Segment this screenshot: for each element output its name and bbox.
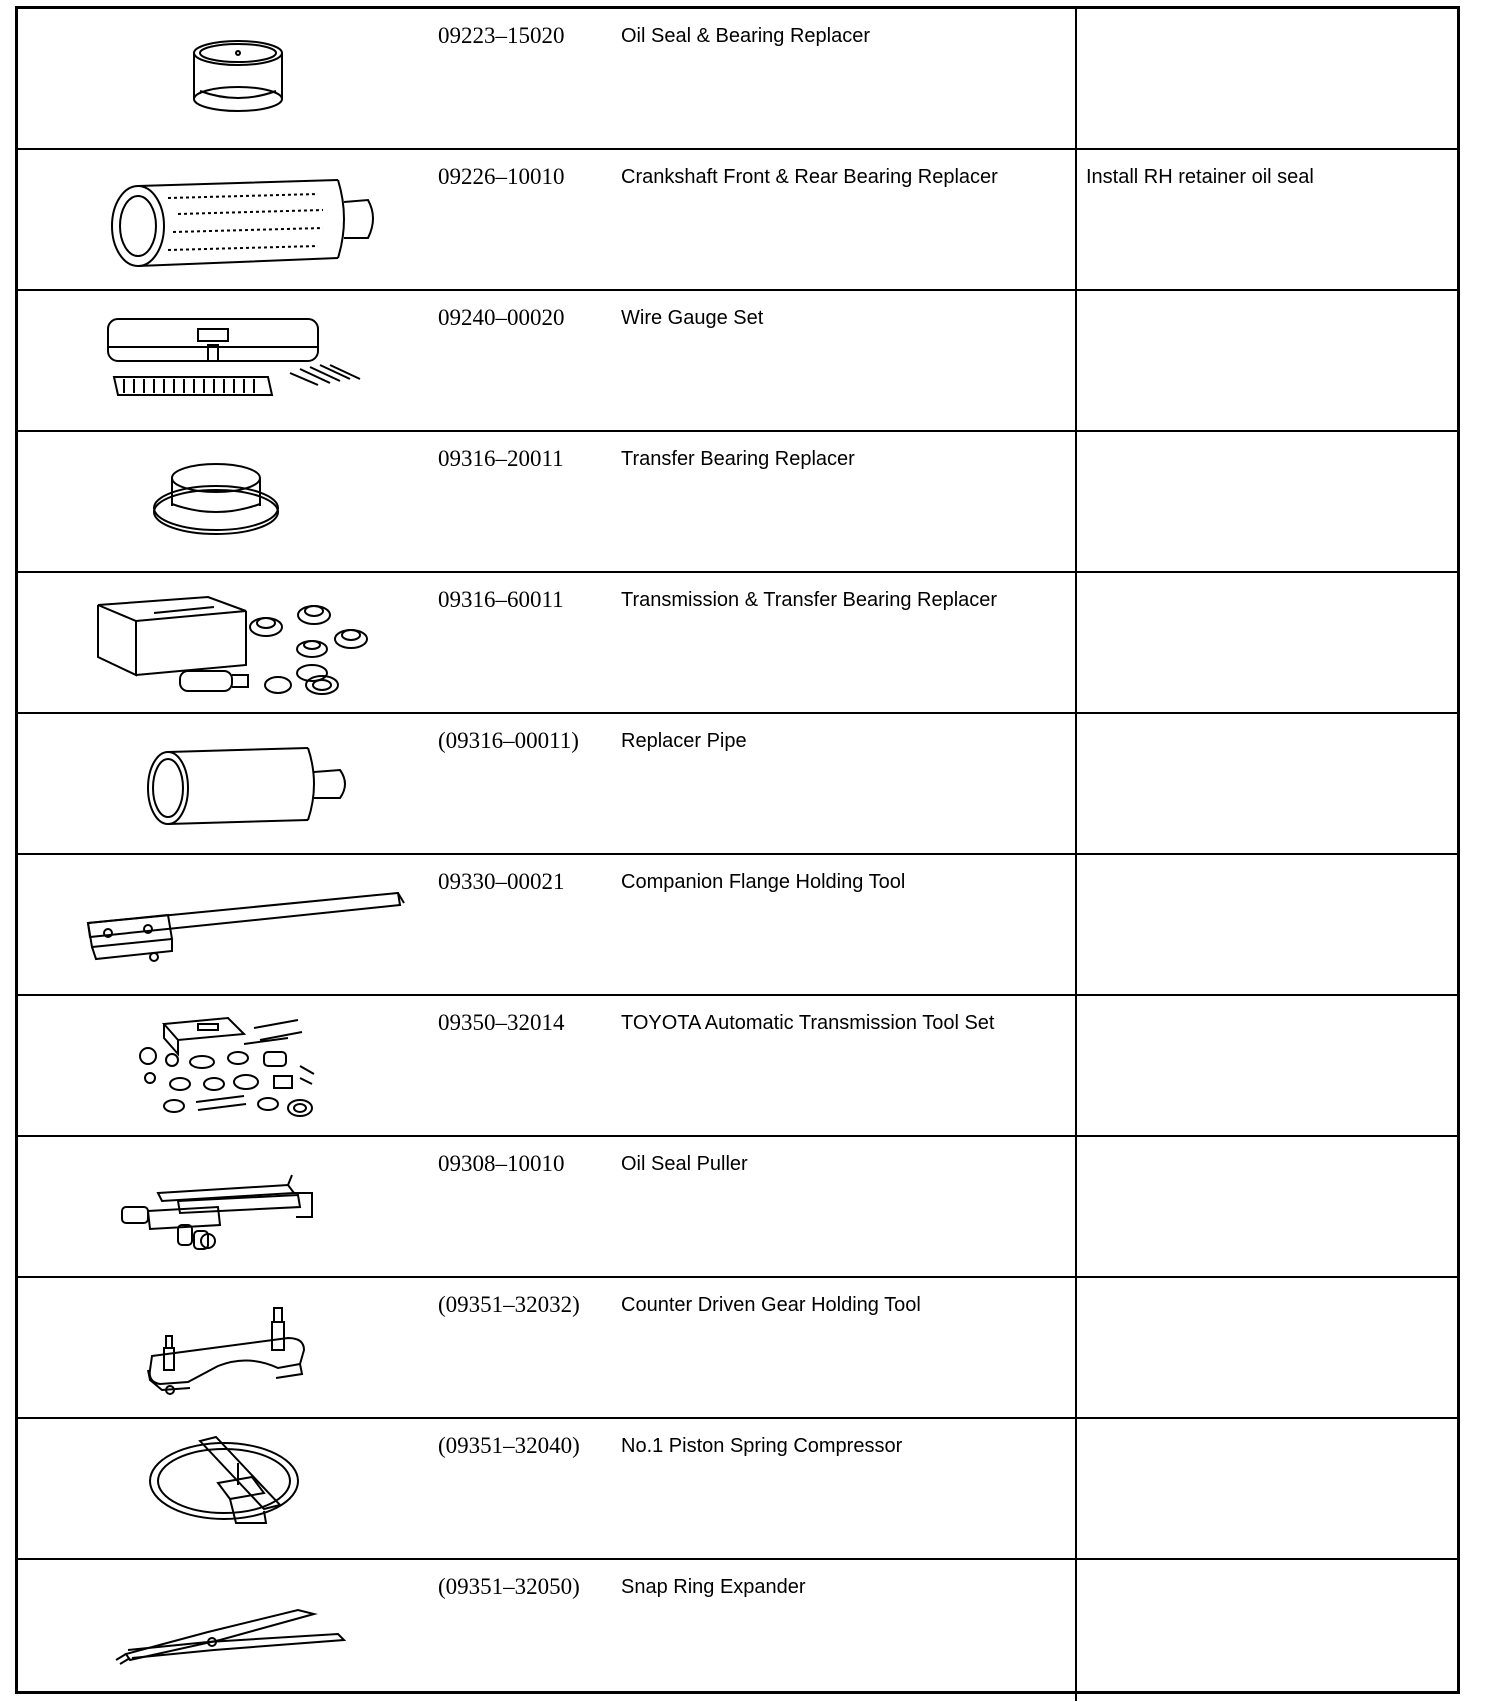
crankshaft-bearing-replacer-illustration bbox=[68, 158, 408, 283]
piston-spring-compressor-illustration bbox=[68, 1427, 408, 1552]
tool-description: Wire Gauge Set bbox=[621, 307, 764, 329]
tool-description: Snap Ring Expander bbox=[621, 1576, 806, 1598]
part-number: 09226–10010 bbox=[438, 164, 565, 189]
wire-gauge-set-illustration bbox=[68, 299, 408, 424]
table-row bbox=[18, 573, 1457, 714]
column-divider bbox=[1075, 291, 1077, 430]
part-number: 09316–20011 bbox=[438, 446, 564, 471]
column-divider bbox=[1075, 573, 1077, 712]
oil-seal-bearing-replacer-illustration bbox=[68, 17, 408, 142]
column-divider bbox=[1075, 432, 1077, 571]
usage-note: Install RH retainer oil seal bbox=[1086, 166, 1314, 188]
column-divider bbox=[1075, 9, 1077, 148]
part-number: 09223–15020 bbox=[438, 23, 565, 48]
tool-description: Crankshaft Front & Rear Bearing Replacer bbox=[621, 166, 998, 188]
tool-description: Transfer Bearing Replacer bbox=[621, 448, 855, 470]
automatic-transmission-tool-set-illustration bbox=[68, 1004, 408, 1129]
transfer-bearing-replacer-illustration bbox=[68, 440, 408, 565]
table-row bbox=[18, 1278, 1457, 1419]
table-row bbox=[18, 1560, 1457, 1701]
oil-seal-puller-illustration bbox=[68, 1145, 408, 1270]
tool-description: Companion Flange Holding Tool bbox=[621, 871, 906, 893]
table-row bbox=[18, 996, 1457, 1137]
tool-description: Counter Driven Gear Holding Tool bbox=[621, 1294, 921, 1316]
table-row bbox=[18, 432, 1457, 573]
part-number: 09308–10010 bbox=[438, 1151, 565, 1176]
tool-description: Oil Seal & Bearing Replacer bbox=[621, 25, 871, 47]
tool-description: No.1 Piston Spring Compressor bbox=[621, 1435, 903, 1457]
tool-description: Transmission & Transfer Bearing Replacer bbox=[621, 589, 998, 611]
part-number: (09351–32050) bbox=[438, 1574, 580, 1599]
table-row bbox=[18, 1137, 1457, 1278]
special-service-tools-table bbox=[15, 6, 1460, 1694]
part-number: 09240–00020 bbox=[438, 305, 565, 330]
column-divider bbox=[1075, 1137, 1077, 1276]
part-number: 09316–60011 bbox=[438, 587, 564, 612]
companion-flange-holding-tool-illustration bbox=[68, 863, 408, 988]
part-number: 09330–00021 bbox=[438, 869, 565, 894]
column-divider bbox=[1075, 1419, 1077, 1558]
table-row bbox=[18, 9, 1457, 150]
column-divider bbox=[1075, 1560, 1077, 1701]
table-row bbox=[18, 855, 1457, 996]
table-row bbox=[18, 150, 1457, 291]
snap-ring-expander-illustration bbox=[68, 1568, 408, 1693]
table-row bbox=[18, 291, 1457, 432]
transmission-transfer-bearing-replacer-illustration bbox=[68, 581, 408, 706]
table-row bbox=[18, 714, 1457, 855]
part-number: (09351–32040) bbox=[438, 1433, 580, 1458]
column-divider bbox=[1075, 150, 1077, 289]
counter-driven-gear-holding-tool-illustration bbox=[68, 1286, 408, 1411]
replacer-pipe-illustration bbox=[68, 722, 408, 847]
table-row bbox=[18, 1419, 1457, 1560]
column-divider bbox=[1075, 996, 1077, 1135]
column-divider bbox=[1075, 855, 1077, 994]
tool-description: Oil Seal Puller bbox=[621, 1153, 748, 1175]
part-number: (09351–32032) bbox=[438, 1292, 580, 1317]
column-divider bbox=[1075, 714, 1077, 853]
tool-description: TOYOTA Automatic Transmission Tool Set bbox=[621, 1012, 995, 1034]
part-number: 09350–32014 bbox=[438, 1010, 565, 1035]
column-divider bbox=[1075, 1278, 1077, 1417]
part-number: (09316–00011) bbox=[438, 728, 579, 753]
tool-description: Replacer Pipe bbox=[621, 730, 747, 752]
